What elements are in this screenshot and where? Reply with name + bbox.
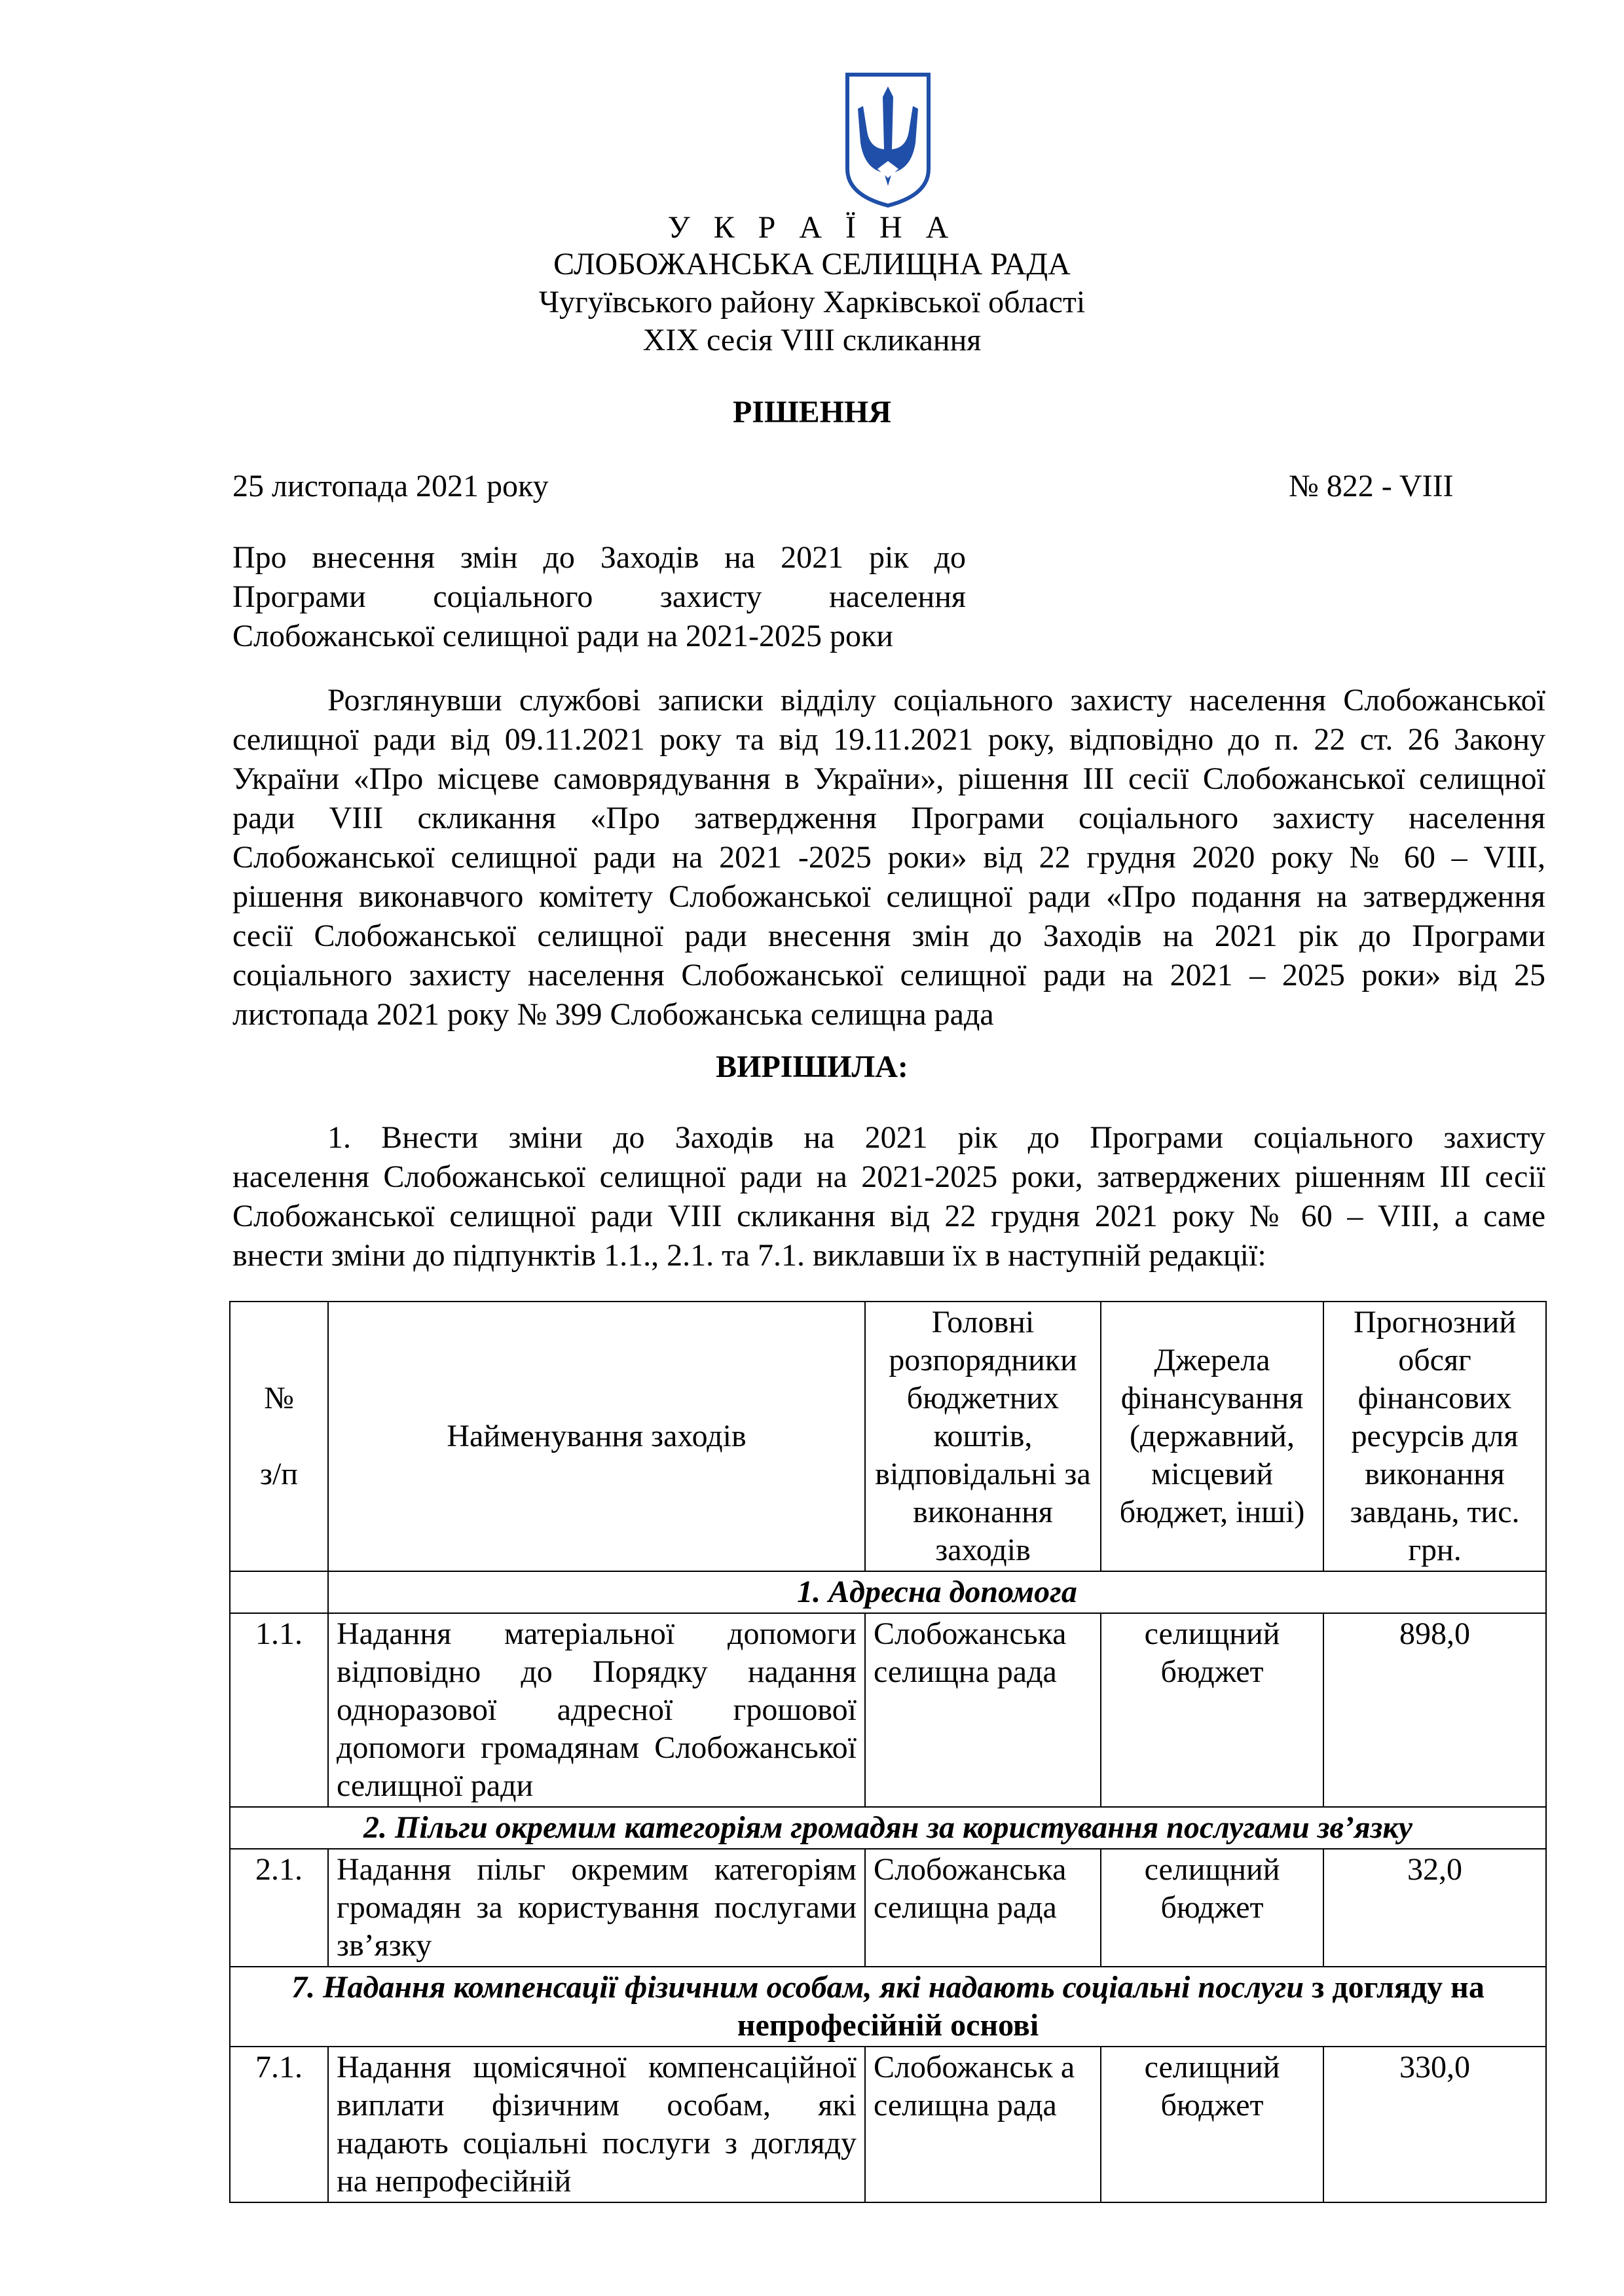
preamble-line: соціального захисту населення Слобожанської селищної ради на 2021 – 2025 роки» від 25	[232, 958, 1545, 993]
row-name: Надання щомісячної компенсаційної виплати фізичним особам, які надають соціальні послуги з догляду на непрофесійній	[328, 2047, 865, 2202]
section-empty-cell	[230, 1571, 328, 1613]
title-line: Слобожанської селищної ради на 2021-2025 роки	[232, 619, 893, 653]
row-source: селищний бюджет	[1101, 1849, 1323, 1967]
row-amount: 330,0	[1323, 2047, 1546, 2202]
document-type: РІШЕННЯ	[732, 395, 892, 429]
district-name: Чугуївського району Харківської області	[538, 285, 1086, 319]
row-source: селищний бюджет	[1101, 2047, 1323, 2202]
header-num: № з/п	[230, 1302, 328, 1571]
table-row	[230, 2047, 1546, 2202]
row-manager: Слобожанська селищна рада	[865, 1613, 1101, 1807]
resolved-heading: ВИРІШИЛА:	[716, 1049, 908, 1084]
table-row	[230, 1849, 1546, 1967]
section-row	[230, 1807, 1546, 1849]
preamble-line: селищної ради від 09.11.2021 року та від 19.11.2021 року, відповідно до п. 22 ст. 26 Закону	[232, 722, 1545, 757]
table-row	[230, 1613, 1546, 1807]
decision-title	[232, 538, 966, 656]
row-num: 7.1.	[230, 2047, 328, 2202]
title-line: Про внесення змін до Заходів на 2021 рік до	[232, 540, 966, 575]
item-1-line: Слобожанської селищної ради VIII скликання від 22 грудня 2021 року № 60 – VIII, а саме	[232, 1199, 1545, 1233]
row-name: Надання пільг окремим категоріям громадян за користування послугами зв’язку	[328, 1849, 865, 1967]
header-sources: Джерела фінансування (державний, місцевий бюджет, інші)	[1101, 1302, 1323, 1571]
item-1-line: 1. Внести зміни до Заходів на 2021 рік до Програми соціального захисту	[327, 1120, 1545, 1155]
coat-of-arms-icon	[843, 71, 932, 208]
row-manager: Слобожанська селищна рада	[865, 1849, 1101, 1967]
row-source: селищний бюджет	[1101, 1613, 1323, 1807]
preamble-line: сесії Слобожанської селищної ради внесення змін до Заходів на 2021 рік до Програми	[232, 919, 1545, 953]
session-name: XIX сесія VIII скликання	[642, 323, 982, 357]
preamble-line: Розглянувши службові записки відділу соціального захисту населення Слобожанської	[327, 683, 1545, 718]
preamble	[232, 681, 1545, 1034]
header-managers: Головні розпорядники бюджетних коштів, відповідальні за виконання заходів	[865, 1302, 1101, 1571]
section-title: 1. Адресна допомога	[328, 1571, 1546, 1613]
section-row	[230, 1571, 1546, 1613]
row-manager: Слобожанськ а селищна рада	[865, 2047, 1101, 2202]
country-name: У К Р А Ї Н А	[667, 210, 957, 245]
section-title: 2. Пільги окремим категоріям громадян за користування послугами зв’язку	[230, 1807, 1546, 1849]
item-1-line: населення Слобожанської селищної ради на 2021-2025 роки, затверджених рішенням ІІІ сесії	[232, 1159, 1545, 1194]
row-amount: 32,0	[1323, 1849, 1546, 1967]
section-title-bold: з догляду на непрофесійній основі	[737, 1970, 1485, 2043]
header-name: Найменування заходів	[328, 1302, 865, 1571]
section-title	[230, 1967, 1546, 2047]
header-forecast: Прогнозний обсяг фінансових ресурсів для виконання завдань, тис. грн.	[1323, 1302, 1546, 1571]
preamble-line: рішення виконавчого комітету Слобожанської селищної ради «Про подання на затвердження	[232, 879, 1545, 914]
row-amount: 898,0	[1323, 1613, 1546, 1807]
table-header-row	[230, 1302, 1546, 1571]
section-row	[230, 1967, 1546, 2047]
measures-table	[229, 1301, 1547, 2203]
row-num: 2.1.	[230, 1849, 328, 1967]
item-1-line: внести зміни до підпунктів 1.1., 2.1. та 7.1. виклавши їх в наступній редакції:	[232, 1238, 1266, 1273]
title-line: Програми соціального захисту населення	[232, 579, 966, 614]
item-1	[232, 1118, 1545, 1275]
decision-date: 25 листопада 2021 року	[232, 469, 549, 503]
council-name: СЛОБОЖАНСЬКА СЕЛИЩНА РАДА	[553, 247, 1071, 282]
preamble-line: Слобожанської селищної ради на 2021 -2025 роки» від 22 грудня 2020 року № 60 – VIII,	[232, 840, 1545, 875]
decision-number: № 822 - VIII	[1289, 469, 1454, 503]
section-title-italic: 7. Надання компенсації фізичним особам, які надають соціальні послуги	[291, 1970, 1304, 2005]
preamble-line: листопада 2021 року № 399 Слобожанська селищна рада	[232, 997, 994, 1032]
row-num: 1.1.	[230, 1613, 328, 1807]
preamble-line: України «Про місцеве самоврядування в України», рішення ІІІ сесії Слобожанської селищної	[232, 761, 1545, 796]
row-name: Надання матеріальної допомоги відповідно до Порядку надання одноразової адресної грошової допомоги громадянам Слобожанської селищної ради	[328, 1613, 865, 1807]
preamble-line: ради VIII скликання «Про затвердження Програми соціального захисту населення	[232, 801, 1545, 835]
